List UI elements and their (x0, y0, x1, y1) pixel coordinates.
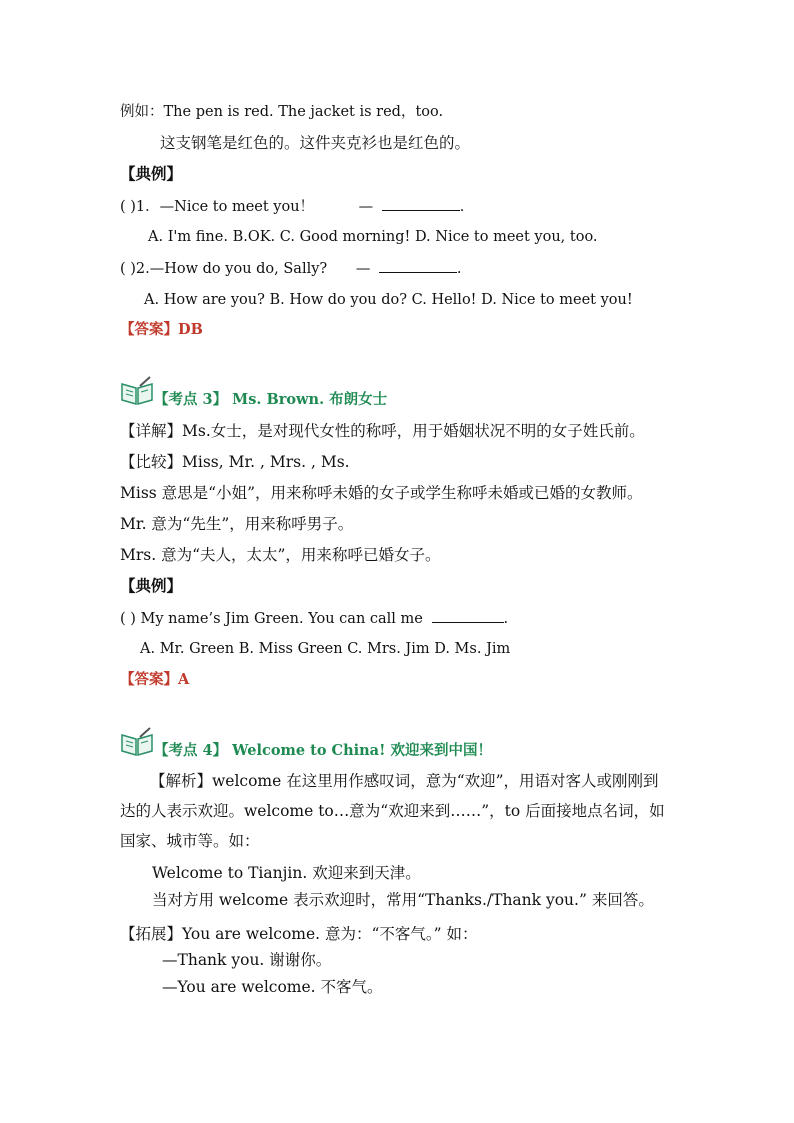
miss-explanation: Miss 意思是“小姐”，用来称呼未婚的女子或学生称呼未婚或已婚的女教师。 (120, 484, 643, 502)
detail-explanation: 【详解】Ms.女士，是对现代女性的称呼，用于婚姻状况不明的女子姓氏前。 (120, 422, 645, 440)
question-3-text: ( ) My name’s Jim Green. You can call me (120, 611, 423, 627)
comparison-label: 【比较】Miss, Mr. , Mrs. , Ms. (120, 453, 350, 471)
answer-label: 【答案】 (120, 671, 178, 688)
question-1-text: ( )1．—Nice to meet you！ (120, 199, 315, 215)
welcome-example: Welcome to Tianjin. 欢迎来到天津。 (152, 864, 421, 882)
dialog-thank-you: —Thank you. 谢谢你。 (162, 951, 332, 969)
book-icon (120, 727, 154, 757)
kaodian-4-heading: 【考点 4】 Welcome to China! 欢迎来到中国！ (154, 742, 492, 759)
extension-label: 【拓展】You are welcome. 意为：“不客气。” 如： (120, 925, 478, 943)
answer-2 (120, 670, 189, 690)
question-1-options: A. I'm fine. B.OK. C. Good morning! D. Nice to meet you, too. (148, 229, 598, 245)
mrs-explanation: Mrs. 意为“夫人，太太”，用来称呼已婚女子。 (120, 546, 441, 564)
reply-explanation: 当对方用 welcome 表示欢迎时，常用“Thanks./Thank you.” 来回答。 (152, 891, 654, 909)
question-1-period: . (459, 199, 465, 215)
question-3 (120, 608, 508, 629)
question-2-text: ( )2.—How do you do, Sally? (120, 261, 328, 277)
answer-value: DB (178, 321, 203, 338)
section-label-example-2: 【典例】 (120, 576, 183, 595)
mr-explanation: Mr. 意为“先生”，用来称呼男子。 (120, 515, 354, 533)
question-3-period: . (503, 611, 509, 627)
answer-label: 【答案】 (120, 321, 178, 338)
analysis-line-1: 【解析】welcome 在这里用作感叹词，意为“欢迎”，用语对客人或刚刚到 (150, 772, 659, 790)
question-2-options: A. How are you? B. How do you do? C. Hello! D. Nice to meet you! (144, 292, 633, 308)
question-2-period: . (456, 261, 462, 277)
kaodian-3-heading: 【考点 3】 Ms. Brown. 布朗女士 (154, 391, 388, 408)
question-3-options: A. Mr. Green B. Miss Green C. Mrs. Jim D. Ms. Jim (140, 641, 511, 657)
answer-blank (432, 608, 504, 623)
answer-blank (379, 258, 457, 273)
book-icon (120, 376, 154, 406)
dialog-you-are-welcome: —You are welcome. 不客气。 (162, 978, 383, 996)
answer-1 (120, 320, 203, 340)
example-sentence-en: 例如：The pen is red. The jacket is red，too. (120, 104, 444, 120)
question-2 (120, 258, 462, 279)
question-1 (120, 196, 464, 217)
analysis-line-3: 国家、城市等。如： (120, 832, 260, 850)
question-2-dash: — (355, 261, 371, 277)
answer-blank (382, 196, 460, 211)
section-label-example: 【典例】 (120, 164, 183, 183)
example-sentence-cn: 这支钢笔是红色的。这件夹克衫也是红色的。 (160, 134, 471, 152)
question-1-dash: — (358, 199, 374, 215)
answer-value: A (178, 671, 190, 688)
analysis-line-2: 达的人表示欢迎。welcome to…意为“欢迎来到……”，to 后面接地点名词，如 (120, 802, 665, 820)
